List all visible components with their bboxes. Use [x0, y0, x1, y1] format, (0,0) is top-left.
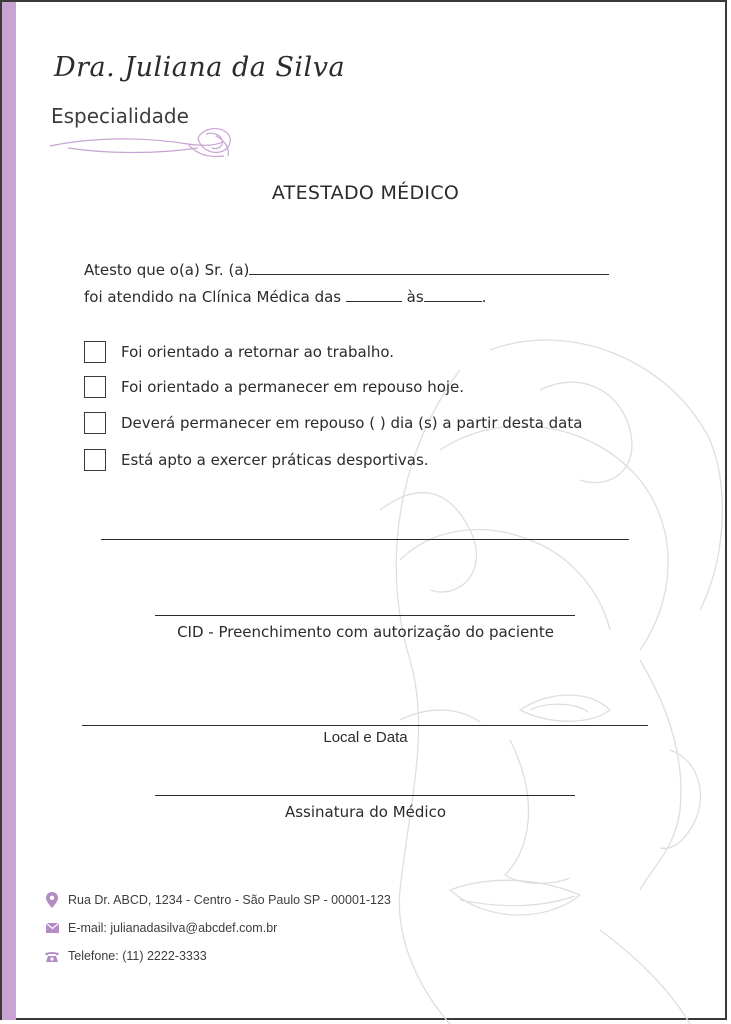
email-text: E-mail: julianadasilva@abcdef.com.br: [68, 921, 278, 935]
checkbox-label: Foi orientado a retornar ao trabalho.: [121, 343, 395, 361]
document-title: ATESTADO MÉDICO: [271, 182, 460, 204]
local-data-label: Local e Data: [323, 729, 408, 746]
attest-line-1: [84, 260, 609, 279]
signature-label: Assinatura do Médico: [284, 803, 447, 821]
cid-line[interactable]: [155, 615, 575, 616]
free-text-line[interactable]: [101, 539, 629, 540]
checkbox-label: Deverá permanecer em repouso ( ) dia (s) a partir desta data: [121, 414, 583, 432]
attest-prefix: Atesto que o(a) Sr. (a): [84, 261, 250, 279]
footer-phone: [44, 948, 207, 964]
checkbox-rest-today[interactable]: [84, 376, 106, 398]
checkbox-row-return-work: [84, 339, 394, 365]
phone-text: Telefone: (11) 2222-3333: [68, 949, 207, 963]
local-data-line[interactable]: [82, 725, 648, 726]
start-time-blank[interactable]: [346, 287, 402, 302]
checkbox-row-rest-today: [84, 374, 464, 400]
checkbox-label: Está apto a exercer práticas desportivas.: [121, 451, 429, 469]
patient-name-blank[interactable]: [249, 260, 609, 275]
checkbox-row-rest-days: [84, 410, 582, 436]
attended-end: .: [481, 288, 487, 306]
footer-address: [44, 892, 391, 908]
checkbox-fit-sports[interactable]: [84, 449, 106, 471]
checkbox-return-work[interactable]: [84, 341, 106, 363]
telephone-icon: [44, 948, 60, 964]
attended-middle: às: [406, 288, 424, 306]
accent-bar: [2, 2, 16, 1020]
cid-label: CID - Preenchimento com autorização do paciente: [177, 623, 554, 641]
attest-line-2: [84, 287, 486, 306]
location-pin-icon: [44, 892, 60, 908]
address-text: Rua Dr. ABCD, 1234 - Centro - São Paulo SP - 00001-123: [68, 893, 391, 907]
signature-line[interactable]: [155, 795, 575, 796]
checkbox-rest-days[interactable]: [84, 412, 106, 434]
envelope-icon: [44, 920, 60, 936]
doctor-name: Dra. Juliana da Silva: [54, 52, 346, 83]
specialty-label: Especialidade: [51, 104, 189, 128]
attended-prefix: foi atendido na Clínica Médica das: [84, 288, 342, 306]
floral-flourish-icon: [48, 124, 248, 164]
checkbox-label: Foi orientado a permanecer em repouso hoje.: [121, 378, 465, 396]
checkbox-row-fit-sports: [84, 447, 429, 473]
footer-email: [44, 920, 277, 936]
end-time-blank[interactable]: [424, 287, 482, 302]
